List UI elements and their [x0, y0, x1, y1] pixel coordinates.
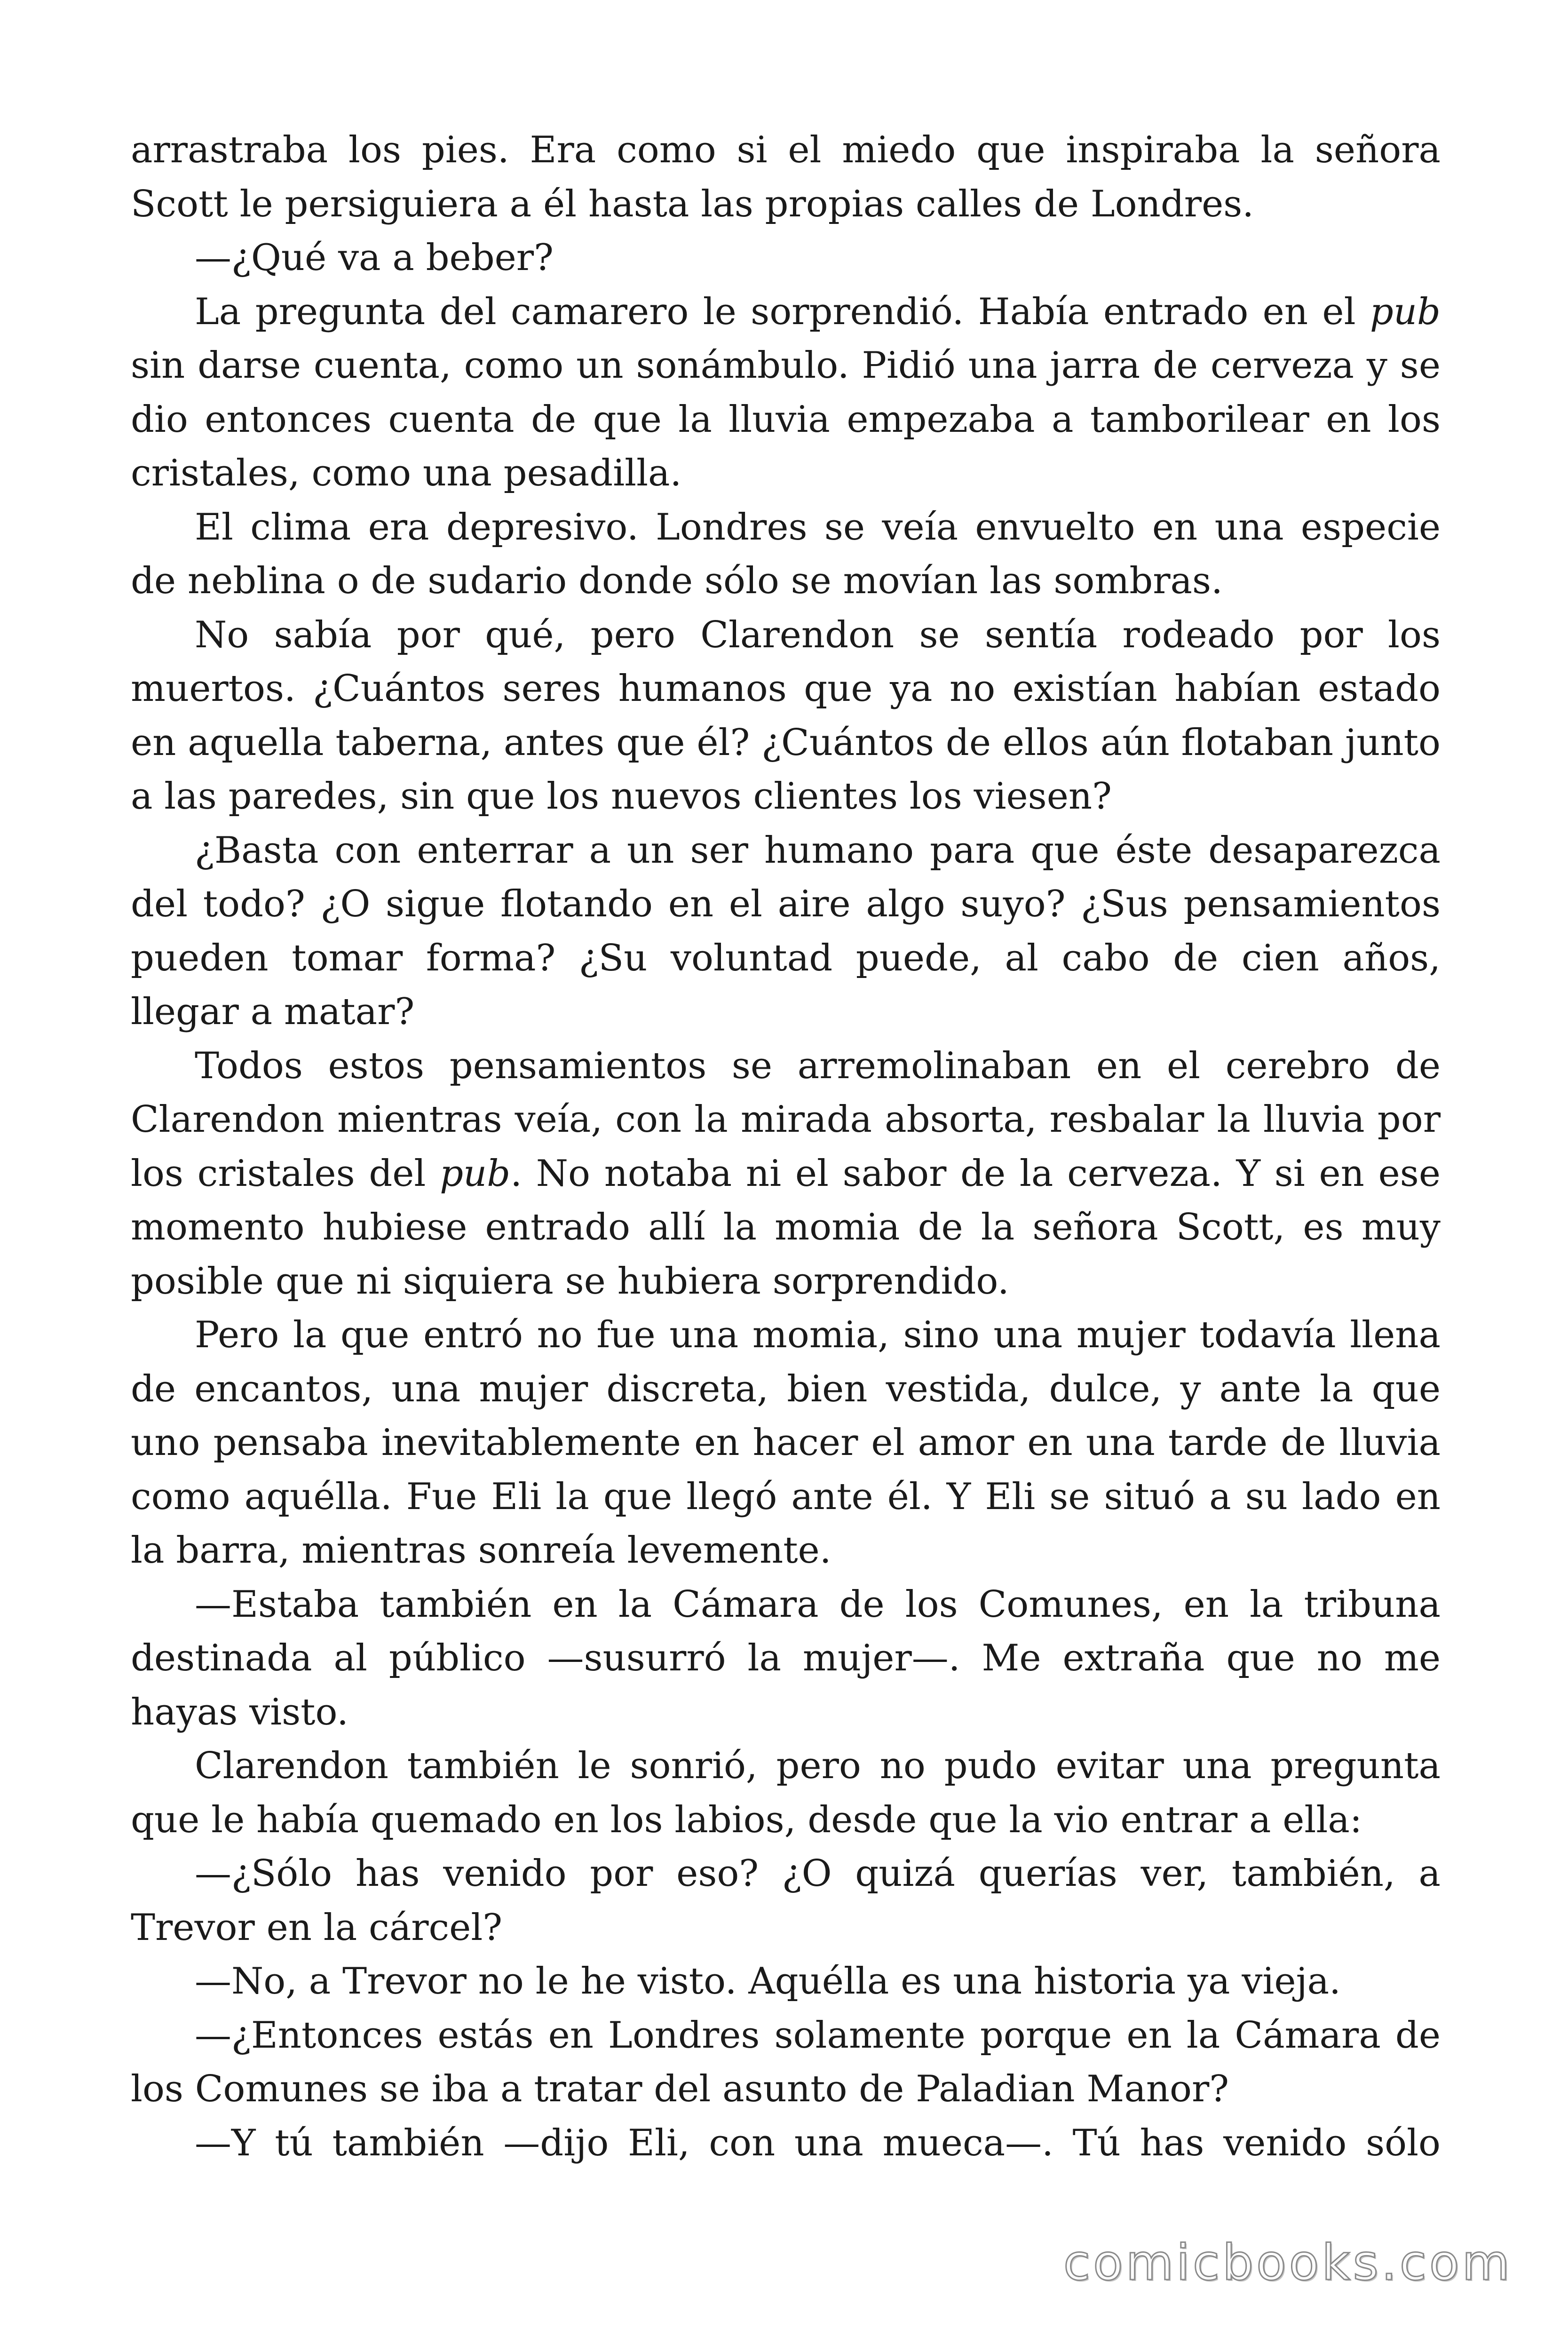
paragraph [131, 1039, 1441, 1309]
text-run: —Estaba también en la Cámara de los Comunes, en la tribuna destinada al público —susurró la mujer—. Me extraña que no me hayas visto. [131, 1583, 1441, 1733]
paragraph [131, 1308, 1441, 1578]
paragraph [131, 285, 1441, 501]
text-run: . No notaba ni el sabor de la cerveza. Y si en ese momento hubiese entrado allí la momia de la señora Scott, es muy posible que ni siquiera se hubiera sorprendido. [131, 1152, 1441, 1303]
text-run: Pero la que entró no fue una momia, sino una mujer todavía llena de encantos, una mujer discreta, bien vestida, dulce, y ante la que uno pensaba inevitablemente en hacer el amor en una tarde de lluvia como aquélla. Fue Eli la que llegó ante él. Y Eli se situó a su lado en la barra, mientras sonreía levemente. [131, 1314, 1441, 1572]
paragraph [131, 123, 1441, 231]
text-run: No sabía por qué, pero Clarendon se sentía rodeado por los muertos. ¿Cuántos seres humanos que ya no existían habían estado en aquella taberna, antes que él? ¿Cuántos de ellos aún flotaban junto a las paredes, sin que los nuevos clientes los viesen? [131, 613, 1441, 818]
paragraph [131, 231, 1441, 285]
paragraph [131, 2009, 1441, 2116]
text-run: ¿Basta con enterrar a un ser humano para que éste desaparezca del todo? ¿O sigue flotando en el aire algo suyo? ¿Sus pensamientos pueden tomar forma? ¿Su voluntad puede, al cabo de cien años, llegar a matar? [131, 829, 1441, 1033]
italic-text: pub [440, 1152, 511, 1195]
paragraph [131, 824, 1441, 1039]
text-run: arrastraba los pies. Era como si el miedo que inspiraba la señora Scott le persiguiera a él hasta las propias calles de Londres. [131, 129, 1441, 225]
text-run: —¿Sólo has venido por eso? ¿O quizá querías ver, también, a Trevor en la cárcel? [131, 1852, 1441, 1949]
text-run: —¿Qué va a beber? [195, 237, 554, 279]
paragraph [131, 1739, 1441, 1847]
watermark: comicbooks.com [1063, 2234, 1513, 2291]
text-run: Clarendon también le sonrió, pero no pudo evitar una pregunta que le había quemado en los labios, desde que la vio entrar a ella: [131, 1745, 1441, 1841]
italic-text: pub [1370, 290, 1441, 333]
book-page-text [131, 123, 1441, 2170]
text-run: La pregunta del camarero le sorprendió. Había entrado en el [195, 290, 1370, 333]
paragraph [131, 1578, 1441, 1740]
paragraph [131, 2116, 1441, 2170]
text-run: Todos estos pensamientos se arremolinaban en el cerebro de Clarendon mientras veía, con la mirada absorta, resbalar la lluvia por los cristales del [131, 1044, 1441, 1195]
paragraph [131, 1847, 1441, 1955]
text-run: —No, a Trevor no le he visto. Aquélla es una historia ya vieja. [195, 1960, 1341, 2002]
text-run: —Y tú también —dijo Eli, con una mueca—. Tú has venido sólo [195, 2122, 1441, 2164]
text-run: El clima era depresivo. Londres se veía envuelto en una especie de neblina o de sudario donde sólo se movían las sombras. [131, 506, 1441, 602]
paragraph [131, 608, 1441, 824]
paragraph [131, 1955, 1441, 2009]
paragraph [131, 501, 1441, 608]
text-run: —¿Entonces estás en Londres solamente porque en la Cámara de los Comunes se iba a tratar del asunto de Paladian Manor? [131, 2014, 1441, 2110]
text-run: sin darse cuenta, como un sonámbulo. Pidió una jarra de cerveza y se dio entonces cuenta de que la lluvia empezaba a tamborilear en los cristales, como una pesadilla. [131, 344, 1441, 494]
